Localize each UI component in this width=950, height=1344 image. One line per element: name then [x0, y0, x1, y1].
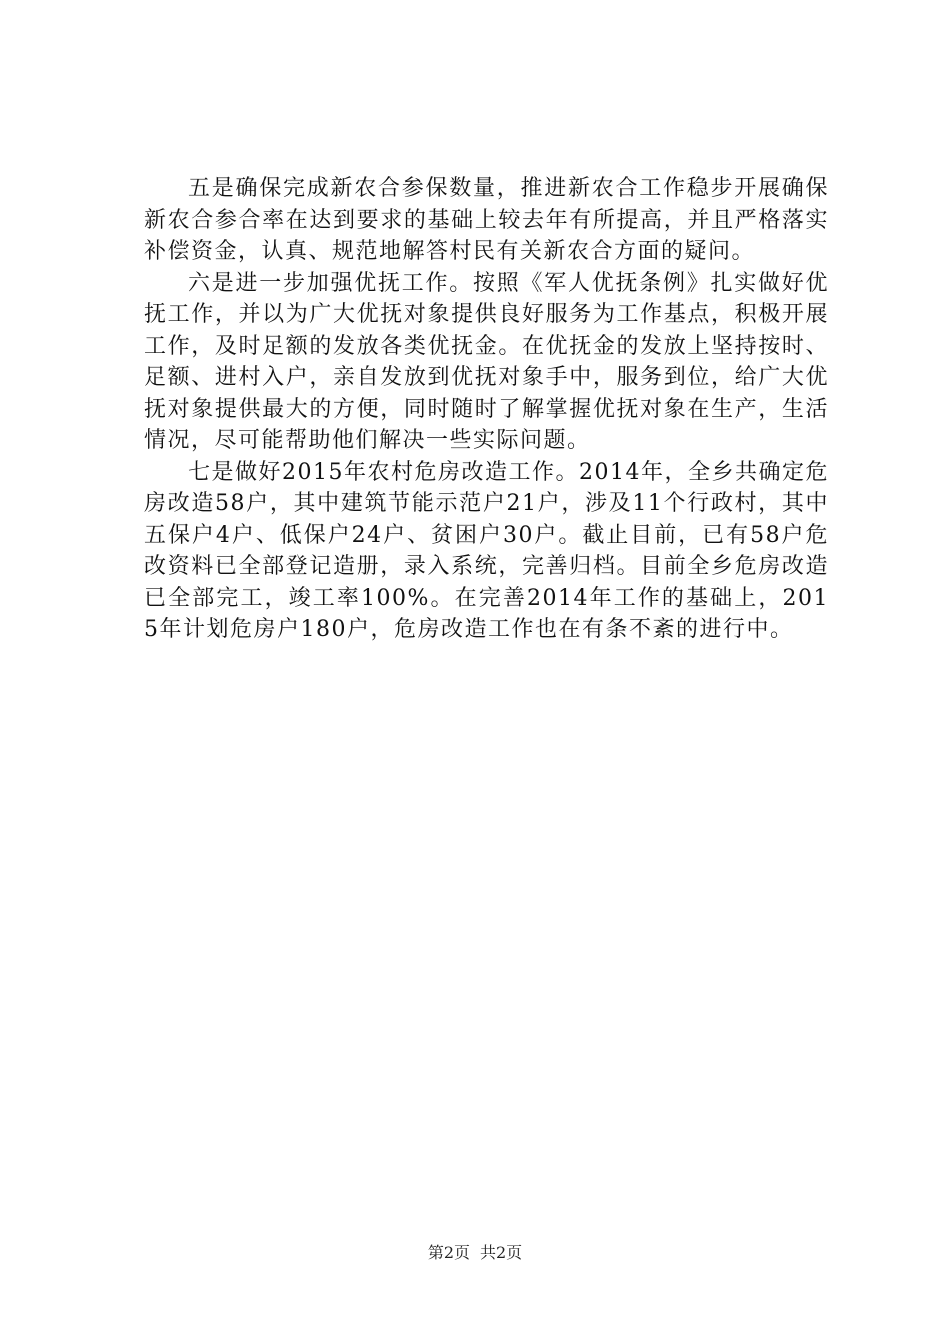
paragraph-six: 六是进一步加强优抚工作。按照《军人优抚条例》扎实做好优抚工作，并以为广大优抚对象提供良好服务为工作基点，积极开展工作，及时足额的发放各类优抚金。在优抚金的发放上坚持按时、足额、进村入户，亲自发放到优抚对象手中，服务到位，给广大优抚对象提供最大的方便，同时随时了解掌握优抚对象在生产，生活情况，尽可能帮助他们解决一些实际问题。	[144, 270, 829, 453]
page-number-total: 共2页	[480, 1243, 523, 1262]
document-body	[144, 173, 829, 646]
page-number-current: 第2页	[427, 1243, 470, 1262]
paragraph-seven: 七是做好2015年农村危房改造工作。2014年，全乡共确定危房改造58户，其中建筑节能示范户21户，涉及11个行政村，其中五保户4户、低保户24户、贫困户30户。截止目前，已有58户危改资料已全部登记造册，录入系统，完善归档。目前全乡危房改造已全部完工，竣工率100%。在完善2014年工作的基础上，2015年计划危房户180户，危房改造工作也在有条不紊的进行中。	[144, 459, 829, 642]
paragraph-five: 五是确保完成新农合参保数量，推进新农合工作稳步开展确保新农合参合率在达到要求的基础上较去年有所提高，并且严格落实补偿资金，认真、规范地解答村民有关新农合方面的疑问。	[144, 176, 829, 264]
page-footer	[0, 1243, 950, 1263]
